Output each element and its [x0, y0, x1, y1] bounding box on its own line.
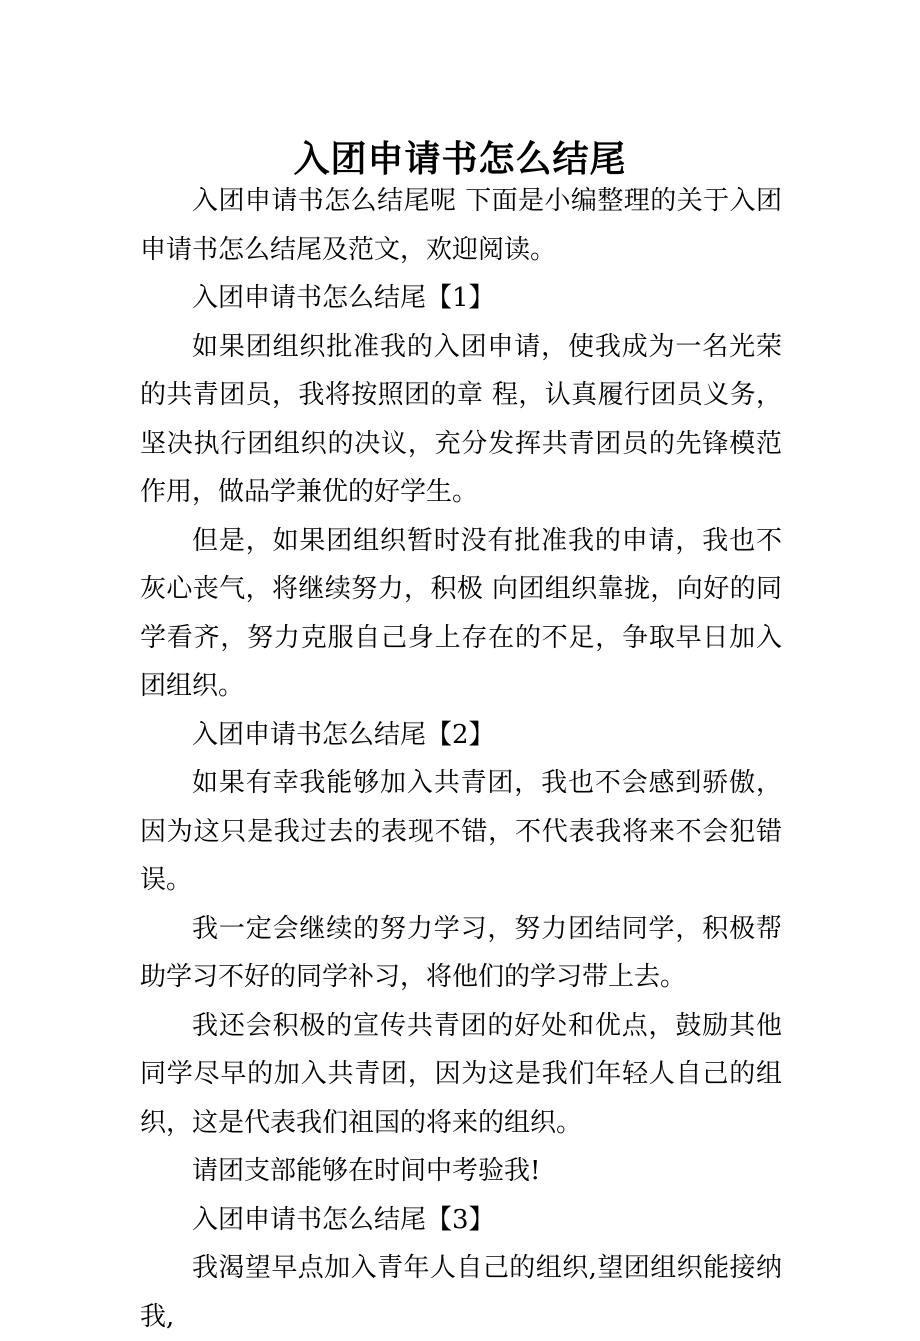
- body-paragraph: 我一定会继续的努力学习，努力团结同学，积极帮助学习不好的同学补习，将他们的学习带上去。: [140, 913, 782, 992]
- section-heading-3: 入团申请书怎么结尾【3】: [192, 1204, 495, 1235]
- intro-paragraph: 入团申请书怎么结尾呢 下面是小编整理的关于入团申请书怎么结尾及范文，欢迎阅读。: [140, 186, 782, 265]
- section-heading-1: 入团申请书怎么结尾【1】: [192, 283, 495, 313]
- body-paragraph: 请团支部能够在时间中考验我!: [192, 1156, 541, 1186]
- document-body: [140, 177, 782, 1341]
- body-paragraph: 但是，如果团组织暂时没有批准我的申请，我也不灰心丧气，将继续努力，积极 向团组织靠拢，向好的同学看齐，努力克服自己身上存在的不足，争取早日加入 团组织。: [140, 525, 782, 701]
- body-paragraph: 我还会积极的宣传共青团的好处和优点，鼓励其他同学尽早的加入共青团，因为这是我们年轻人自己的组织，这是代表我们祖国的将来的组织。: [140, 1010, 782, 1138]
- body-paragraph: 如果团组织批准我的入团申请，使我成为一名光荣的共青团员，我将按照团的章 程，认真履行团员义务，坚决执行团组织的决议，充分发挥共青团员的先锋模范 作用，做品学兼优的好学生。: [140, 331, 782, 507]
- body-paragraph: 我渴望早点加入青年人自己的组织,望团组织能接纳我,: [140, 1253, 782, 1332]
- section-heading-2: 入团申请书怎么结尾【2】: [192, 719, 495, 750]
- body-paragraph: 如果有幸我能够加入共青团，我也不会感到骄傲，因为这只是我过去的表现不错，不代表我将来不会犯错误。: [140, 768, 782, 895]
- document-title: 入团申请书怎么结尾: [293, 139, 627, 181]
